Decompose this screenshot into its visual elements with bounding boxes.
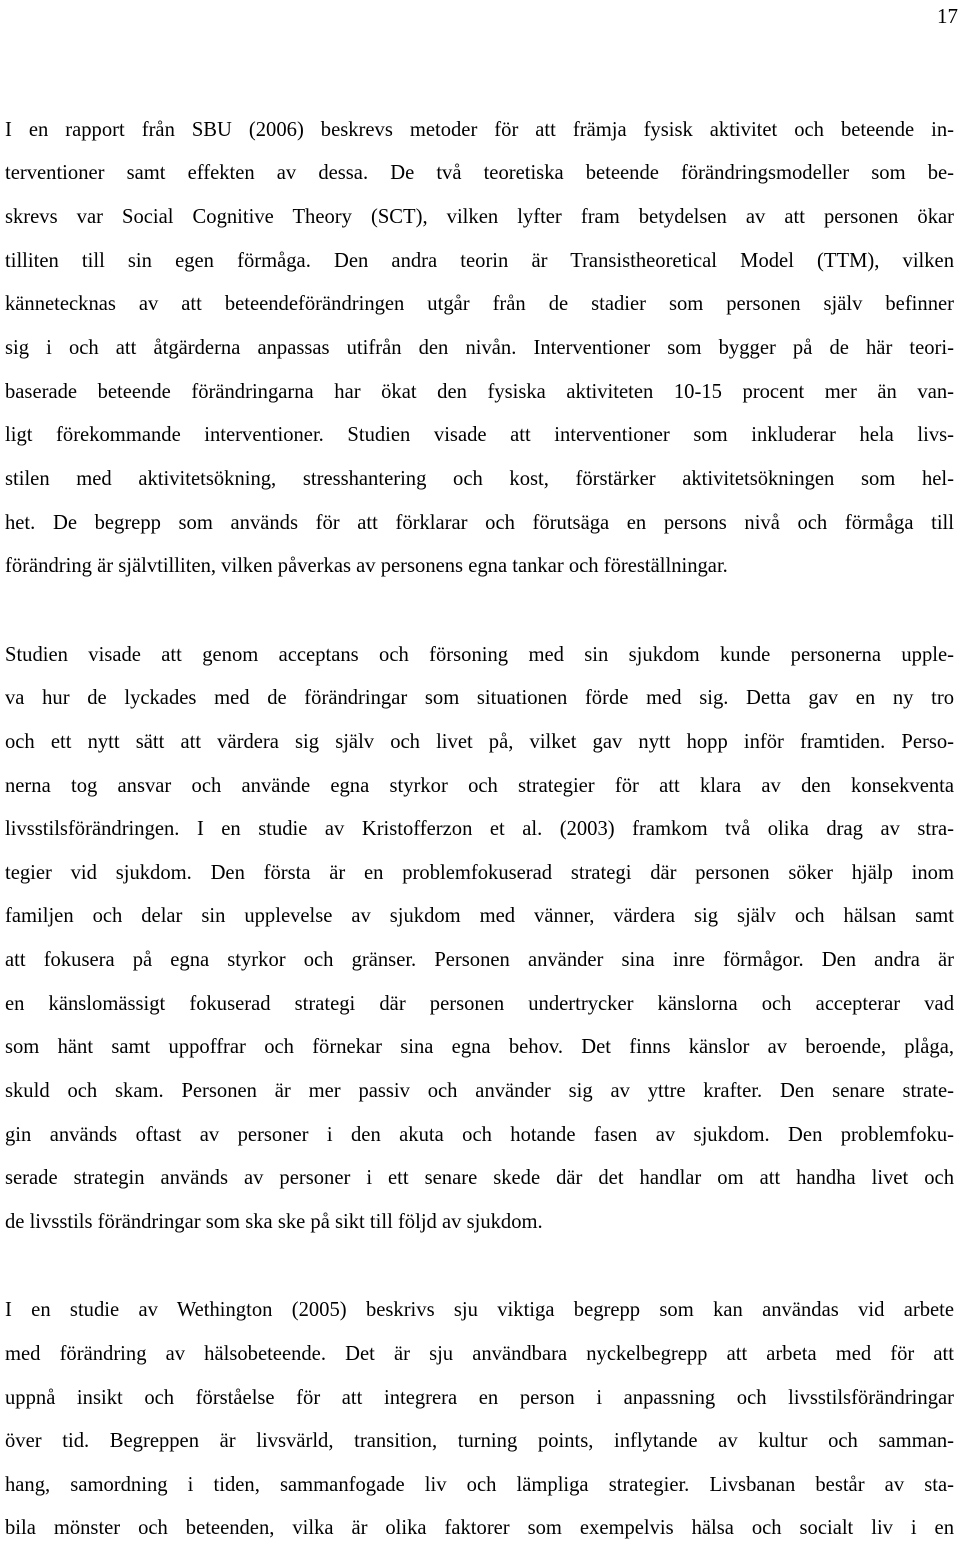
text-line: terventioner samt effekten av dessa. De två teoretiska beteende förändringsmodeller som be-: [5, 162, 954, 184]
text-line: livsstilsförändringen. I en studie av Kristofferzon et al. (2003) framkom två olika drag av stra-: [5, 818, 954, 840]
text-line: baserade beteende förändringarna har ökat den fysiska aktiviteten 10-15 procent mer än van-: [5, 381, 954, 403]
text-line: nerna tog ansvar och använde egna styrkor och strategier för att klara av den konsekventa: [5, 775, 954, 797]
text-line: het. De begrepp som används för att förklarar och förutsäga en persons nivå och förmåga till: [5, 512, 954, 534]
text-line: hang, samordning i tiden, sammanfogade liv och lämpliga strategier. Livsbanan består av sta-: [5, 1474, 954, 1496]
text-line: uppnå insikt och förståelse för att integrera en person i anpassning och livsstilsförändringar: [5, 1387, 954, 1409]
text-line: med förändring av hälsobeteende. Det är sju användbara nyckelbegrepp att arbeta med för att: [5, 1343, 954, 1365]
text-line: sig i och att åtgärderna anpassas utifrån den nivån. Interventioner som bygger på de här teori-: [5, 337, 954, 359]
text-line: en känslomässigt fokuserad strategi där personen undertrycker känslorna och accepterar vad: [5, 993, 954, 1015]
text-line: gin används oftast av personer i den akuta och hotande fasen av sjukdom. Den problemfoku-: [5, 1124, 954, 1146]
text-line: över tid. Begreppen är livsvärld, transition, turning points, inflytande av kultur och samman-: [5, 1430, 954, 1452]
text-line: att fokusera på egna styrkor och gränser. Personen använder sina inre förmågor. Den andra är: [5, 949, 954, 971]
text-line: bila mönster och beteenden, vilka är olika faktorer som exempelvis hälsa och socialt liv i en: [5, 1517, 954, 1539]
text-line: som hänt samt uppoffrar och förnekar sina egna behov. Det finns känslor av beroende, plåga,: [5, 1036, 954, 1058]
text-line: I en rapport från SBU (2006) beskrevs metoder för att främja fysisk aktivitet och beteende in-: [5, 119, 954, 141]
text-line: Studien visade att genom acceptans och försoning med sin sjukdom kunde personerna upple-: [5, 644, 954, 666]
text-line: va hur de lyckades med de förändringar som situationen förde med sig. Detta gav en ny tro: [5, 687, 954, 709]
text-line: kännetecknas av att beteendeförändringen utgår från de stadier som personen själv befinner: [5, 293, 954, 315]
text-line: familjen och delar sin upplevelse av sjukdom med vänner, värdera sig själv och hälsan samt: [5, 905, 954, 927]
text-line: tilliten till sin egen förmåga. Den andra teorin är Transistheoretical Model (TTM), vilken: [5, 250, 954, 272]
text-line: ligt förekommande interventioner. Studien visade att interventioner som inkluderar hela livs-: [5, 424, 954, 446]
text-line: tegier vid sjukdom. Den första är en problemfokuserad strategi där personen söker hjälp inom: [5, 862, 954, 884]
text-line: och ett nytt sätt att värdera sig själv och livet på, vilket gav nytt hopp inför framtiden. Perso-: [5, 731, 954, 753]
page-number: 17: [937, 4, 958, 28]
text-line: stilen med aktivitetsökning, stresshantering och kost, förstärker aktivitetsökningen som hel-: [5, 468, 954, 490]
text-line: skrevs var Social Cognitive Theory (SCT), vilken lyfter fram betydelsen av att personen ökar: [5, 206, 954, 228]
text-line: serade strategin används av personer i ett senare skede där det handlar om att handha livet och: [5, 1167, 954, 1189]
text-line: I en studie av Wethington (2005) beskrivs sju viktiga begrepp som kan användas vid arbete: [5, 1299, 954, 1321]
text-line: skuld och skam. Personen är mer passiv och använder sig av yttre krafter. Den senare strate-: [5, 1080, 954, 1102]
text-line: de livsstils förändringar som ska ske på sikt till följd av sjukdom.: [5, 1211, 543, 1233]
text-line: förändring är självtilliten, vilken påverkas av personens egna tankar och föreställningar.: [5, 555, 728, 577]
